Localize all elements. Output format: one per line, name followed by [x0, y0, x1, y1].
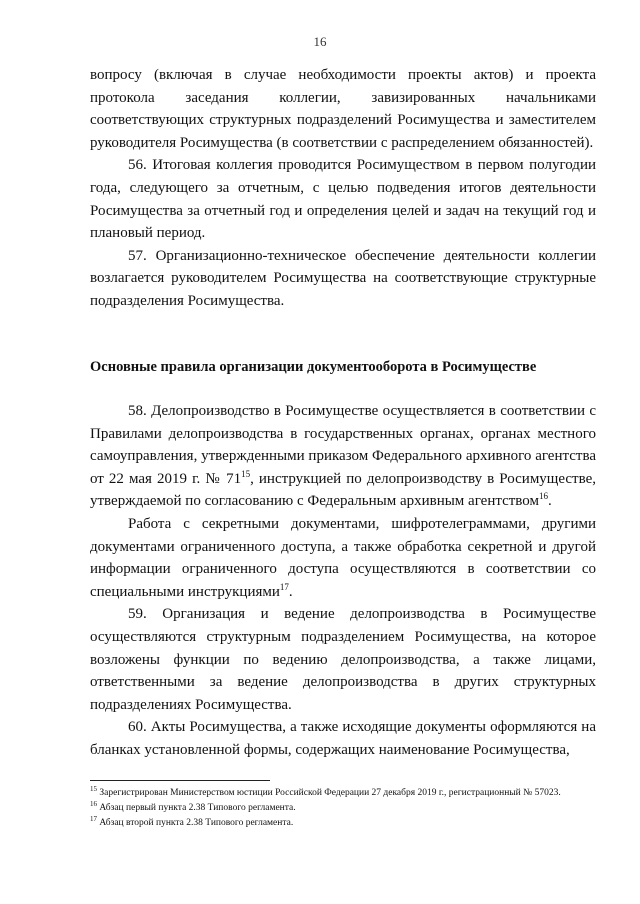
footnotes	[90, 786, 596, 831]
footnote-ref-17: 17	[279, 581, 289, 592]
body-top	[90, 64, 596, 313]
paragraph-secret-documents	[90, 513, 596, 603]
footnote-text: Абзац второй пункта 2.38 Типового регламента.	[99, 818, 294, 828]
footnote-text: Абзац первый пункта 2.38 Типового регламента.	[99, 803, 296, 813]
footnote-separator	[90, 780, 270, 781]
footnote-ref-16: 16	[539, 491, 548, 502]
paragraph-secret-text: Работа с секретными документами, шифротелеграммами, другими документами ограниченного доступа, а также обработка секретной и другой информации ограниченного доступа осуществляются в соответствии со специальными инструкциями	[90, 515, 596, 600]
paragraph-58-text: 58. Делопроизводство в Росимуществе осуществляется в соответствии с Правилами делопроизводства в государственных органах, органах местного самоуправления, утвержденными приказом Федерального архивного агентства от 22 мая 2019 г. № 71	[90, 403, 596, 487]
footnote-15	[90, 786, 596, 800]
footnote-number: 17	[90, 815, 97, 823]
section-heading: Основные правила организации документооборота в Росимуществе	[90, 359, 537, 375]
paragraph-secret-text-2: .	[288, 583, 293, 600]
paragraph-58-text-3: .	[548, 493, 552, 510]
paragraph-59: 59. Организация и ведение делопроизводства в Росимуществе осуществляются структурным подразделением Росимущества, на которое возложены функции по ведению делопроизводства, а также лицами, ответственными за ведение делопроизводства в других структурных подразделениях Росимущества.	[90, 606, 596, 713]
footnote-ref-15: 15	[241, 468, 251, 479]
section-heading-block	[90, 356, 596, 379]
paragraph-57: 57. Организационно-техническое обеспечение деятельности коллегии возлагается руководителем Росимущества на соответствующие структурные подразделения Росимущества.	[90, 247, 596, 309]
footnote-17	[90, 816, 596, 830]
body-section	[90, 400, 596, 762]
footnote-16	[90, 801, 596, 815]
page-number: 16	[313, 34, 327, 49]
paragraph-60: 60. Акты Росимущества, а также исходящие документы оформляются на бланках установленной формы, содержащих наименование Росимущества,	[90, 719, 596, 758]
paragraph-continuation: вопросу (включая в случае необходимости проекты актов) и проекта протокола заседания коллегии, завизированных начальниками соответствующих структурных подразделений Росимущества и заместителем руководителя Росимущества (в соответствии с распределением обязанностей).	[90, 67, 596, 151]
footnote-text: Зарегистрирован Министерством юстиции Российской Федерации 27 декабря 2019 г., регистрационный № 57023.	[99, 788, 561, 798]
footnote-number: 16	[90, 800, 97, 808]
paragraph-58	[90, 400, 596, 513]
paragraph-58-text-2: , инструкцией по делопроизводству в Росимуществе, утверждаемой по согласованию с Федеральным архивным агентством	[90, 470, 597, 510]
footnote-number: 15	[90, 785, 97, 793]
paragraph-56: 56. Итоговая коллегия проводится Росимуществом в первом полугодии года, следующего за отчетным, с целью подведения итогов деятельности Росимущества за отчетный год и определения целей и задач на текущий год и плановый период.	[90, 157, 596, 242]
